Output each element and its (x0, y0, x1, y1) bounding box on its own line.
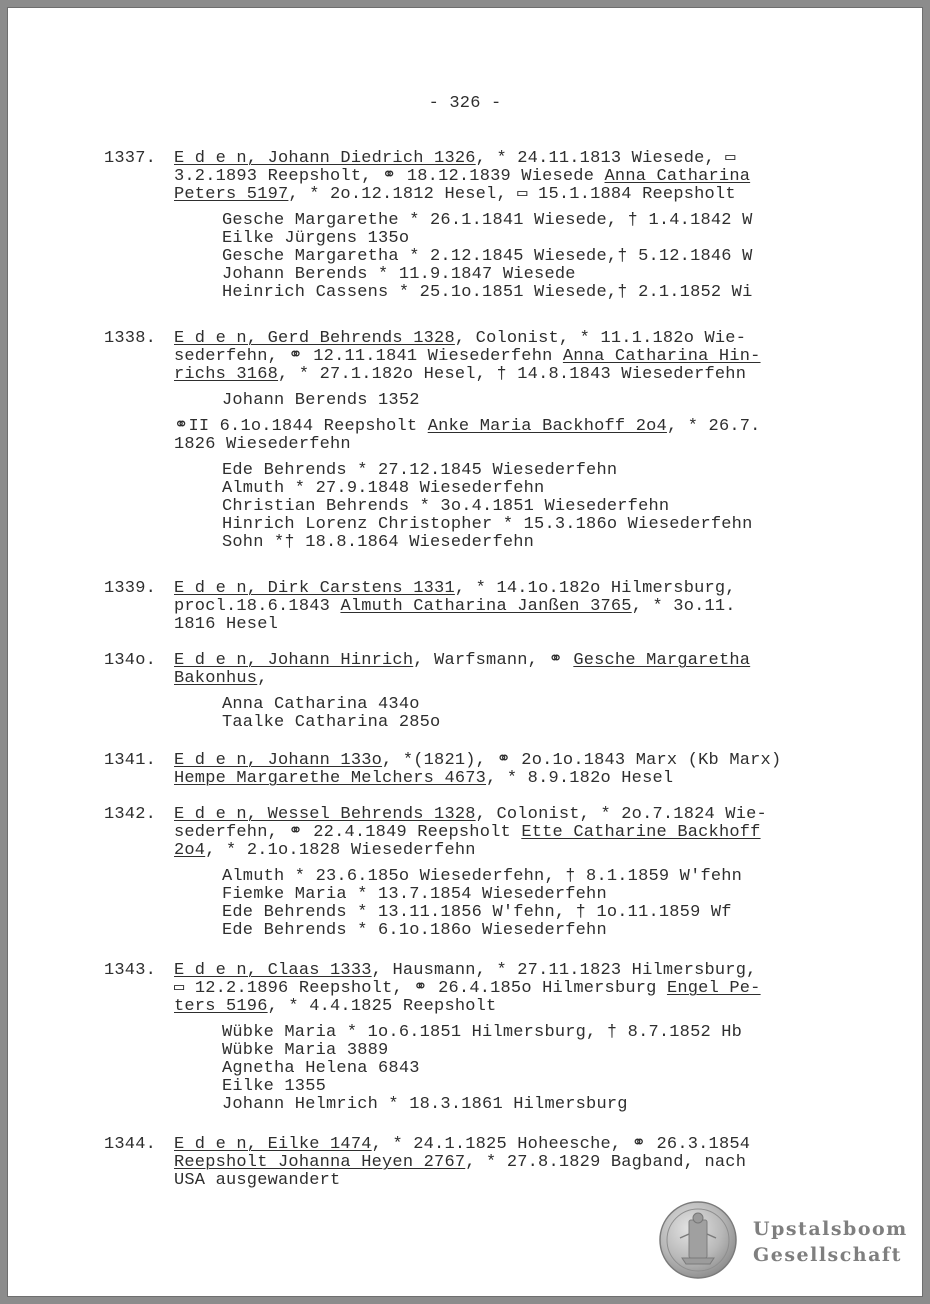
text-segment: USA ausgewandert (174, 1171, 341, 1190)
entry-number: 1338. (104, 329, 157, 348)
child-record: Johann Berends * 11.9.1847 Wiesede (222, 265, 576, 284)
entry-line (104, 598, 814, 616)
child-record: Sohn *† 18.8.1864 Wiesederfehn (222, 533, 535, 552)
entry-line (104, 980, 814, 998)
text-segment: , * 14.1o.182o Hilmersburg, (454, 579, 736, 598)
child-record: Wübke Maria 3889 (222, 1041, 389, 1060)
text-segment: , Hausmann, * 27.11.1823 Hilmersburg, (371, 961, 757, 980)
underlined-name: Almuth Catharina Janßen 3765 (340, 597, 632, 616)
text-segment: , Colonist, * 11.1.182o Wie- (454, 329, 747, 348)
underlined-name: E d e n, Dirk Carstens 1331 (174, 579, 455, 598)
entry-line (104, 752, 814, 770)
entry-text (174, 842, 476, 860)
entry-text (174, 752, 781, 770)
entry-line (104, 168, 814, 186)
text-segment: , Colonist, * 2o.7.1824 Wie- (475, 805, 767, 824)
underlined-name: E d e n, Eilke 1474 (174, 1135, 372, 1154)
entry-1343 (104, 962, 814, 1114)
entry-text (174, 770, 673, 788)
text-segment: procl.18.6.1843 (174, 597, 341, 616)
entry-line (104, 616, 814, 634)
underlined-name: Bakonhus (174, 669, 258, 688)
underlined-name: Anna Catharina (604, 167, 751, 186)
entry-line (104, 824, 814, 842)
text-segment: , * 2o.12.1812 Hesel, ▭ 15.1.1884 Reepsholt (288, 185, 736, 204)
document-page (8, 8, 922, 1296)
underlined-name: Reepsholt Johanna Heyen 2767 (174, 1153, 466, 1172)
entry-text (174, 652, 750, 670)
child-record: Gesche Margaretha * 2.12.1845 Wiesede,† 5.12.1846 W (222, 247, 753, 266)
entry-text (174, 330, 746, 348)
child-record: Ede Behrends * 27.12.1845 Wiesederfehn (222, 461, 618, 480)
child-record: Christian Behrends * 3o.4.1851 Wiesederfehn (222, 497, 670, 516)
underlined-name: E d e n, Wessel Behrends 1328 (174, 805, 476, 824)
child-record: Agnetha Helena 6843 (222, 1059, 420, 1078)
entry-1337 (104, 150, 814, 302)
entry-line (104, 670, 814, 688)
entry-text (174, 1136, 750, 1154)
entry-line (104, 330, 814, 348)
entry-number: 134o. (104, 651, 157, 670)
text-segment: ⚭II 6.1o.1844 Reepsholt (174, 417, 428, 436)
entry-text (174, 1154, 746, 1172)
entry-text (174, 616, 278, 634)
entry-text (174, 418, 761, 436)
entry-line (104, 770, 814, 788)
entry-line (104, 652, 814, 670)
entry-text (174, 168, 750, 186)
society-seal-icon (658, 1200, 738, 1280)
entry-line (104, 998, 814, 1016)
entry-line (104, 842, 814, 860)
text-segment: sederfehn, ⚭ 12.11.1841 Wiesederfehn (174, 347, 563, 366)
text-segment: , *(1821), ⚭ 2o.1o.1843 Marx (Kb Marx) (382, 751, 782, 770)
underlined-name: E d e n, Gerd Behrends 1328 (174, 329, 455, 348)
child-record: Wübke Maria * 1o.6.1851 Hilmersburg, † 8.7.1852 Hb (222, 1023, 743, 1042)
entry-line (104, 1154, 814, 1172)
text-segment: ▭ 12.2.1896 Reepsholt, ⚭ 26.4.185o Hilmersburg (174, 979, 667, 998)
entry-line (104, 186, 814, 204)
text-segment: , (257, 669, 268, 688)
text-segment: , * 27.8.1829 Bagband, nach (465, 1153, 747, 1172)
child-record: Ede Behrends * 6.1o.186o Wiesederfehn (222, 921, 607, 940)
entry-1341 (104, 752, 814, 788)
child-record: Johann Berends 1352 (222, 391, 420, 410)
text-segment: 1826 Wiesederfehn (174, 435, 351, 454)
society-name (753, 1216, 908, 1268)
child-record: Johann Helmrich * 18.3.1861 Hilmersburg (222, 1095, 628, 1114)
entry-line (104, 1172, 814, 1190)
entry-number: 1344. (104, 1135, 157, 1154)
underlined-name: Anke Maria Backhoff 2o4 (427, 417, 667, 436)
text-segment: , * 27.1.182o Hesel, † 14.8.1843 Wiesederfehn (278, 365, 747, 384)
text-segment: , * 3o.11. (631, 597, 736, 616)
text-segment: , * 26.7. (666, 417, 761, 436)
entry-text (174, 670, 268, 688)
entry-number: 1339. (104, 579, 157, 598)
entry-line (104, 1136, 814, 1154)
child-record: Heinrich Cassens * 25.1o.1851 Wiesede,† 2.1.1852 Wi (222, 283, 753, 302)
entry-text (174, 806, 767, 824)
society-name-line2: Gesellschaft (753, 1244, 902, 1266)
entry-1338 (104, 330, 814, 552)
entry-line (104, 806, 814, 824)
entry-text (174, 186, 736, 204)
underlined-name: 2o4 (174, 841, 206, 860)
entry-number: 1342. (104, 805, 157, 824)
child-record: Ede Behrends * 13.11.1856 W'fehn, † 1o.11.1859 Wf (222, 903, 732, 922)
underlined-name: Engel Pe- (666, 979, 761, 998)
underlined-name: Peters 5197 (174, 185, 289, 204)
text-segment: 1816 Hesel (174, 615, 279, 634)
entry-line (104, 962, 814, 980)
entry-number: 1343. (104, 961, 157, 980)
underlined-name: Gesche Margaretha (573, 651, 751, 670)
child-record: Anna Catharina 434o (222, 695, 420, 714)
entry-text (174, 962, 757, 980)
underlined-name: E d e n, Claas 1333 (174, 961, 372, 980)
underlined-name: E d e n, Johann 133o (174, 751, 383, 770)
entry-text (174, 580, 736, 598)
child-record: Fiemke Maria * 13.7.1854 Wiesederfehn (222, 885, 607, 904)
entry-text (174, 1172, 340, 1190)
underlined-name: Anna Catharina Hin- (562, 347, 761, 366)
text-segment: sederfehn, ⚭ 22.4.1849 Reepsholt (174, 823, 522, 842)
entry-134o (104, 652, 814, 732)
child-record: Almuth * 27.9.1848 Wiesederfehn (222, 479, 545, 498)
society-name-line1: Upstalsboom (753, 1218, 908, 1240)
entry-number: 1337. (104, 149, 157, 168)
underlined-name: richs 3168 (174, 365, 279, 384)
entry-line (104, 150, 814, 168)
second-marriage-line (104, 436, 814, 454)
text-segment: , * 4.4.1825 Reepsholt (267, 997, 497, 1016)
child-record: Eilke 1355 (222, 1077, 327, 1096)
entry-text (174, 366, 746, 384)
entry-text (174, 150, 736, 168)
entry-number: 1341. (104, 751, 157, 770)
underlined-name: E d e n, Johann Hinrich (174, 651, 414, 670)
child-record: Almuth * 23.6.185o Wiesederfehn, † 8.1.1859 W'fehn (222, 867, 743, 886)
text-segment: , * 8.9.182o Hesel (486, 769, 674, 788)
entry-text (174, 436, 351, 454)
entry-text (174, 824, 761, 842)
text-segment: , * 24.1.1825 Hoheesche, ⚭ 26.3.1854 (371, 1135, 751, 1154)
text-segment: 3.2.1893 Reepsholt, ⚭ 18.12.1839 Wiesede (174, 167, 605, 186)
child-record: Taalke Catharina 285o (222, 713, 441, 732)
entry-text (174, 348, 761, 366)
entry-1342 (104, 806, 814, 940)
child-record: Gesche Margarethe * 26.1.1841 Wiesede, † 1.4.1842 W (222, 211, 753, 230)
underlined-name: ters 5196 (174, 997, 268, 1016)
entry-text (174, 980, 761, 998)
entry-1339 (104, 580, 814, 634)
underlined-name: Hempe Margarethe Melchers 4673 (174, 769, 487, 788)
second-marriage-line (104, 418, 814, 436)
entry-line (104, 366, 814, 384)
child-record: Hinrich Lorenz Christopher * 15.3.186o Wiesederfehn (222, 515, 753, 534)
entry-text (174, 998, 496, 1016)
child-record: Eilke Jürgens 135o (222, 229, 410, 248)
entry-1344 (104, 1136, 814, 1190)
text-segment: , Warfsmann, ⚭ (413, 651, 574, 670)
underlined-name: E d e n, Johann Diedrich 1326 (174, 149, 476, 168)
text-segment: , * 2.1o.1828 Wiesederfehn (205, 841, 476, 860)
underlined-name: Ette Catharine Backhoff (521, 823, 761, 842)
page-number: - 326 - (428, 94, 502, 113)
entry-line (104, 580, 814, 598)
text-segment: , * 24.11.1813 Wiesede, ▭ (475, 149, 736, 168)
entry-line (104, 348, 814, 366)
entry-text (174, 598, 736, 616)
